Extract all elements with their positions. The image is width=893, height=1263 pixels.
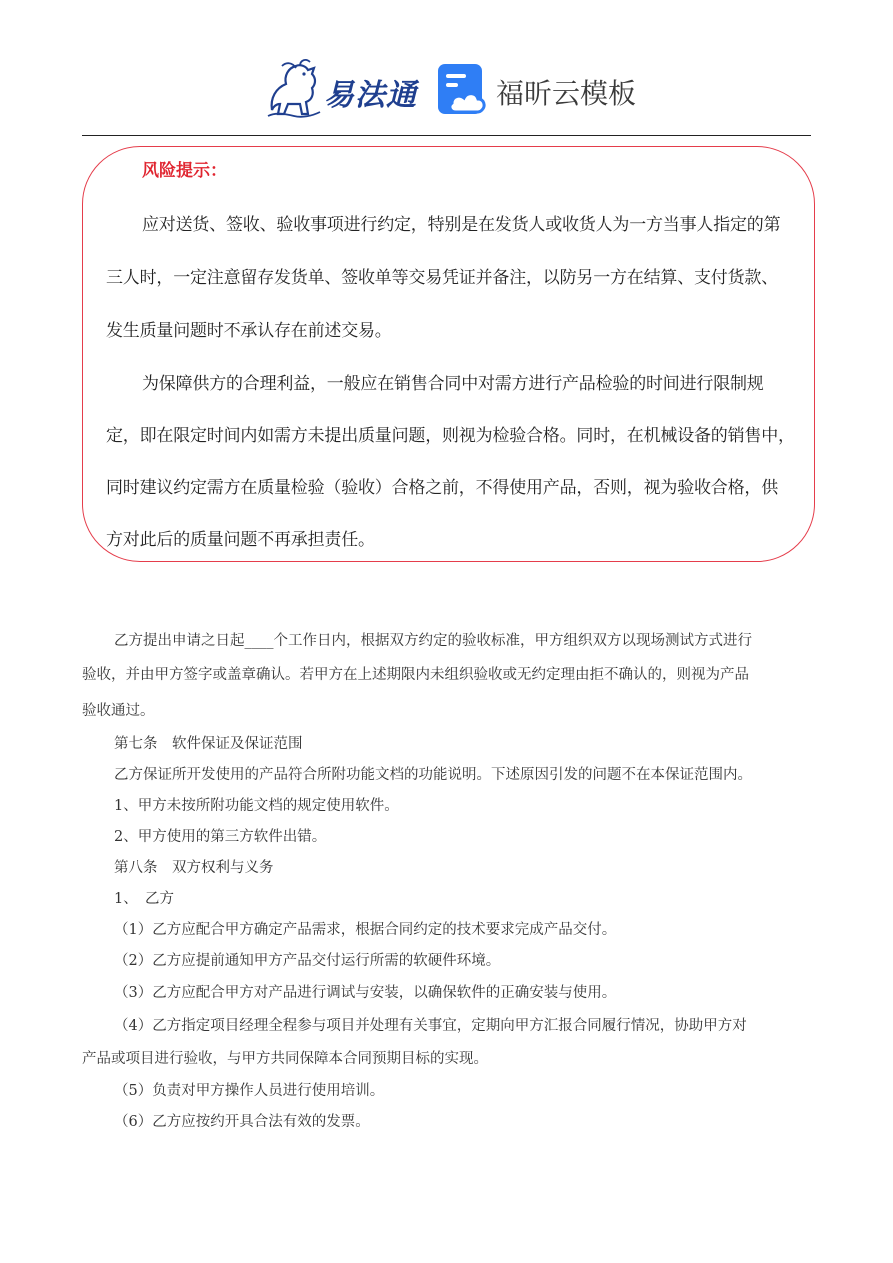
risk-notice-line: 应对送货、签收、验收事项进行约定，特别是在发货人或收货人为一方当事人指定的第 (142, 215, 781, 235)
risk-notice-title: 风险提示： (142, 161, 227, 181)
fuxin-logo (436, 62, 656, 120)
list-item: （6）乙方应按约开具合法有效的发票。 (114, 1114, 370, 1130)
risk-notice-line: 为保障供方的合理利益，一般应在销售合同中对需方进行产品检验的时间进行限制规 (142, 374, 764, 394)
body-paragraph-line: 验收通过。 (82, 703, 155, 719)
body-paragraph-line: 验收，并由甲方签字或盖章确认。若甲方在上述期限内未组织验收或无约定理由拒不确认的，则视为产品 (82, 667, 749, 683)
page-header (0, 0, 893, 130)
horse-emblem-icon (262, 58, 326, 120)
section-heading: 第七条 软件保证及保证范围 (114, 736, 303, 752)
yifatong-logo-text: 易法通 (324, 78, 417, 113)
risk-notice-line: 方对此后的质量问题不再承担责任。 (106, 530, 375, 550)
risk-notice-line: 发生质量问题时不承认存在前述交易。 (106, 321, 392, 341)
risk-notice-box (82, 146, 815, 562)
list-item: （3）乙方应配合甲方对产品进行调试与安装，以确保软件的正确安装与使用。 (114, 985, 617, 1001)
list-item: 2、甲方使用的第三方软件出错。 (114, 829, 327, 845)
yifatong-logo (262, 58, 422, 120)
list-item: （4）乙方指定项目经理全程参与项目并处理有关事宜，定期向甲方汇报合同履行情况，协助甲方对 (114, 1018, 747, 1034)
risk-notice-line: 三人时，一定注意留存发货单、签收单等交易凭证并备注，以防另一方在结算、支付货款、 (106, 268, 778, 288)
fuxin-logo-text: 福昕云模板 (496, 77, 637, 110)
body-paragraph-line: 产品或项目进行验收，与甲方共同保障本合同预期目标的实现。 (82, 1051, 488, 1067)
body-paragraph-line: 乙方提出申请之日起____个工作日内，根据双方约定的验收标准，甲方组织双方以现场测试方式进行 (114, 633, 752, 649)
list-item: （2）乙方应提前通知甲方产品交付运行所需的软硬件环境。 (114, 953, 501, 969)
header-divider (82, 135, 811, 136)
list-item: 1、 乙方 (114, 891, 174, 907)
list-item: 1、甲方未按所附功能文档的规定使用软件。 (114, 798, 399, 814)
cloud-document-icon (436, 62, 488, 118)
section-heading: 第八条 双方权利与义务 (114, 860, 274, 876)
list-item: （5）负责对甲方操作人员进行使用培训。 (114, 1083, 385, 1099)
risk-notice-line: 同时建议约定需方在质量检验（验收）合格之前，不得使用产品，否则，视为验收合格，供 (106, 478, 778, 498)
list-item: （1）乙方应配合甲方确定产品需求，根据合同约定的技术要求完成产品交付。 (114, 922, 617, 938)
body-paragraph-line: 乙方保证所开发使用的产品符合所附功能文档的功能说明。下述原因引发的问题不在本保证范围内。 (114, 767, 752, 783)
risk-notice-line: 定，即在限定时间内如需方未提出质量问题，则视为检验合格。同时，在机械设备的销售中， (106, 426, 795, 446)
